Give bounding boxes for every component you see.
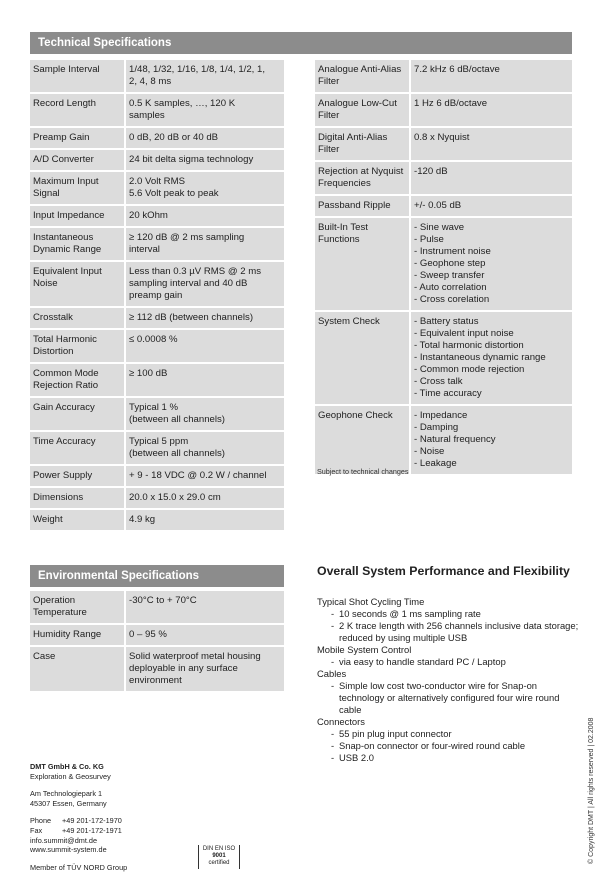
spec-row	[315, 196, 572, 216]
spec-value: Less than 0.3 µV RMS @ 2 ms sampling interval and 40 dB preamp gain	[126, 262, 284, 306]
technical-specs-right-table	[315, 58, 572, 476]
spec-row	[30, 466, 284, 486]
list-item: - Snap-on connector or four-wired round cable	[331, 740, 579, 752]
spec-value: ≥ 120 dB @ 2 ms sampling interval	[126, 228, 284, 260]
spec-value: Typical 5 ppm (between all channels)	[126, 432, 284, 464]
spec-value: Typical 1 % (between all channels)	[126, 398, 284, 430]
spec-value: 0.8 x Nyquist	[411, 128, 572, 160]
spec-row	[30, 364, 284, 396]
spec-value: ≥ 100 dB	[126, 364, 284, 396]
company-email[interactable]: info.summit@dmt.de	[30, 835, 98, 845]
spec-row	[315, 128, 572, 160]
performance-heading: Mobile System Control	[317, 644, 412, 655]
spec-label: A/D Converter	[30, 150, 126, 170]
spec-value: 20.0 x 15.0 x 29.0 cm	[126, 488, 284, 508]
spec-row	[30, 94, 284, 126]
performance-heading: Cables	[317, 668, 347, 679]
spec-label: Total Harmonic Distortion	[30, 330, 126, 362]
spec-row	[30, 330, 284, 362]
spec-row	[30, 150, 284, 170]
spec-value: - Battery status - Equivalent input noise - Total harmonic distortion - Instantaneous dynamic range - Common mode rejection - Cross talk - Time accuracy	[411, 312, 572, 404]
spec-label: Time Accuracy	[30, 432, 126, 464]
list-item: - Simple low cost two-conductor wire for Snap-on technology or alternatively configured four wire round cable	[331, 680, 579, 716]
spec-label: Built-In Test Functions	[315, 218, 411, 310]
spec-row	[30, 308, 284, 328]
spec-row	[30, 228, 284, 260]
spec-label: Weight	[30, 510, 126, 530]
spec-label: Record Length	[30, 94, 126, 126]
performance-heading: Typical Shot Cycling Time	[317, 596, 425, 607]
spec-row	[30, 432, 284, 464]
spec-row	[30, 262, 284, 306]
spec-row	[30, 510, 284, 530]
spec-value: 2.0 Volt RMS 5.6 Volt peak to peak	[126, 172, 284, 204]
spec-value: 7.2 kHz 6 dB/octave	[411, 60, 572, 92]
spec-label: Gain Accuracy	[30, 398, 126, 430]
spec-label: Sample Interval	[30, 60, 126, 92]
spec-label: Crosstalk	[30, 308, 126, 328]
spec-value: 4.9 kg	[126, 510, 284, 530]
spec-row	[315, 312, 572, 404]
spec-row	[30, 647, 284, 691]
environmental-specs-header: Environmental Specifications	[30, 565, 284, 587]
iso-certification-badge: DIN EN ISO 9001 certified	[198, 845, 240, 869]
spec-label: Analogue Low-Cut Filter	[315, 94, 411, 126]
spec-label: Maximum Input Signal	[30, 172, 126, 204]
spec-row	[30, 591, 284, 623]
spec-row	[315, 162, 572, 194]
performance-list	[317, 596, 579, 764]
spec-label: Input Impedance	[30, 206, 126, 226]
spec-row	[30, 206, 284, 226]
spec-label: Power Supply	[30, 466, 126, 486]
performance-items	[317, 680, 579, 716]
spec-row	[315, 60, 572, 92]
technical-changes-note: Subject to technical changes	[317, 467, 409, 476]
spec-value: 0.5 K samples, …, 120 K samples	[126, 94, 284, 126]
list-item: - USB 2.0	[331, 752, 579, 764]
spec-value: Solid waterproof metal housing deployable in any surface environment	[126, 647, 284, 691]
spec-label: Rejection at Nyquist Frequencies	[315, 162, 411, 194]
company-website[interactable]: www.summit-system.de	[30, 845, 107, 855]
spec-label: Common Mode Rejection Ratio	[30, 364, 126, 396]
performance-items	[317, 728, 579, 764]
spec-row	[30, 488, 284, 508]
spec-label: System Check	[315, 312, 411, 404]
performance-heading: Connectors	[317, 716, 365, 727]
spec-label: Digital Anti-Alias Filter	[315, 128, 411, 160]
spec-row	[30, 128, 284, 148]
environmental-specs-table	[30, 589, 284, 693]
company-member: Member of TÜV NORD Group	[30, 862, 128, 872]
spec-label: Dimensions	[30, 488, 126, 508]
spec-value: 0 – 95 %	[126, 625, 284, 645]
company-info	[30, 762, 127, 872]
company-street: Am Technologiepark 1	[30, 789, 103, 799]
spec-row	[30, 60, 284, 92]
spec-value: 20 kOhm	[126, 206, 284, 226]
spec-label: Humidity Range	[30, 625, 126, 645]
list-item: - 55 pin plug input connector	[331, 728, 579, 740]
copyright-notice: © Copyright DMT | All rights reserved | 02.2008	[588, 717, 595, 864]
technical-specs-left-table	[30, 58, 284, 532]
company-city: 45307 Essen, Germany	[30, 798, 107, 808]
spec-label: Analogue Anti-Alias Filter	[315, 60, 411, 92]
spec-value: 1 Hz 6 dB/octave	[411, 94, 572, 126]
performance-title: Overall System Performance and Flexibility	[317, 564, 570, 578]
spec-row	[315, 94, 572, 126]
spec-value: + 9 - 18 VDC @ 0.2 W / channel	[126, 466, 284, 486]
performance-items	[317, 608, 579, 644]
spec-value: -30°C to + 70°C	[126, 591, 284, 623]
spec-value: +/- 0.05 dB	[411, 196, 572, 216]
spec-label: Operation Temperature	[30, 591, 126, 623]
spec-label: Equivalent Input Noise	[30, 262, 126, 306]
spec-label: Preamp Gain	[30, 128, 126, 148]
spec-value: 1/48, 1/32, 1/16, 1/8, 1/4, 1/2, 1, 2, 4, 8 ms	[126, 60, 284, 92]
spec-value: 0 dB, 20 dB or 40 dB	[126, 128, 284, 148]
performance-items	[317, 656, 579, 668]
list-item: - via easy to handle standard PC / Laptop	[331, 656, 579, 668]
spec-value: - Impedance - Damping - Natural frequency - Noise - Leakage	[411, 406, 572, 474]
spec-value: - Sine wave - Pulse - Instrument noise - Geophone step - Sweep transfer - Auto correlation - Cross corelation	[411, 218, 572, 310]
list-item: - 2 K trace length with 256 channels inclusive data storage; reduced by using multiple USB	[331, 620, 579, 644]
spec-value: -120 dB	[411, 162, 572, 194]
spec-label: Geophone Check	[315, 406, 411, 474]
spec-label: Passband Ripple	[315, 196, 411, 216]
spec-row	[315, 218, 572, 310]
spec-row	[30, 625, 284, 645]
spec-value: 24 bit delta sigma technology	[126, 150, 284, 170]
spec-row	[30, 172, 284, 204]
spec-value: ≥ 112 dB (between channels)	[126, 308, 284, 328]
technical-specs-header: Technical Specifications	[30, 32, 572, 54]
spec-value: ≤ 0.0008 %	[126, 330, 284, 362]
spec-label: Instantaneous Dynamic Range	[30, 228, 126, 260]
company-phone: Phone +49 201-172-1970	[30, 816, 122, 826]
company-division: Exploration & Geosurvey	[30, 771, 111, 781]
company-fax: Fax +49 201-172-1971	[30, 825, 122, 835]
spec-label: Case	[30, 647, 126, 691]
list-item: - 10 seconds @ 1 ms sampling rate	[331, 608, 579, 620]
spec-row	[315, 406, 572, 474]
spec-row	[30, 398, 284, 430]
company-name: DMT GmbH & Co. KG	[30, 762, 104, 771]
